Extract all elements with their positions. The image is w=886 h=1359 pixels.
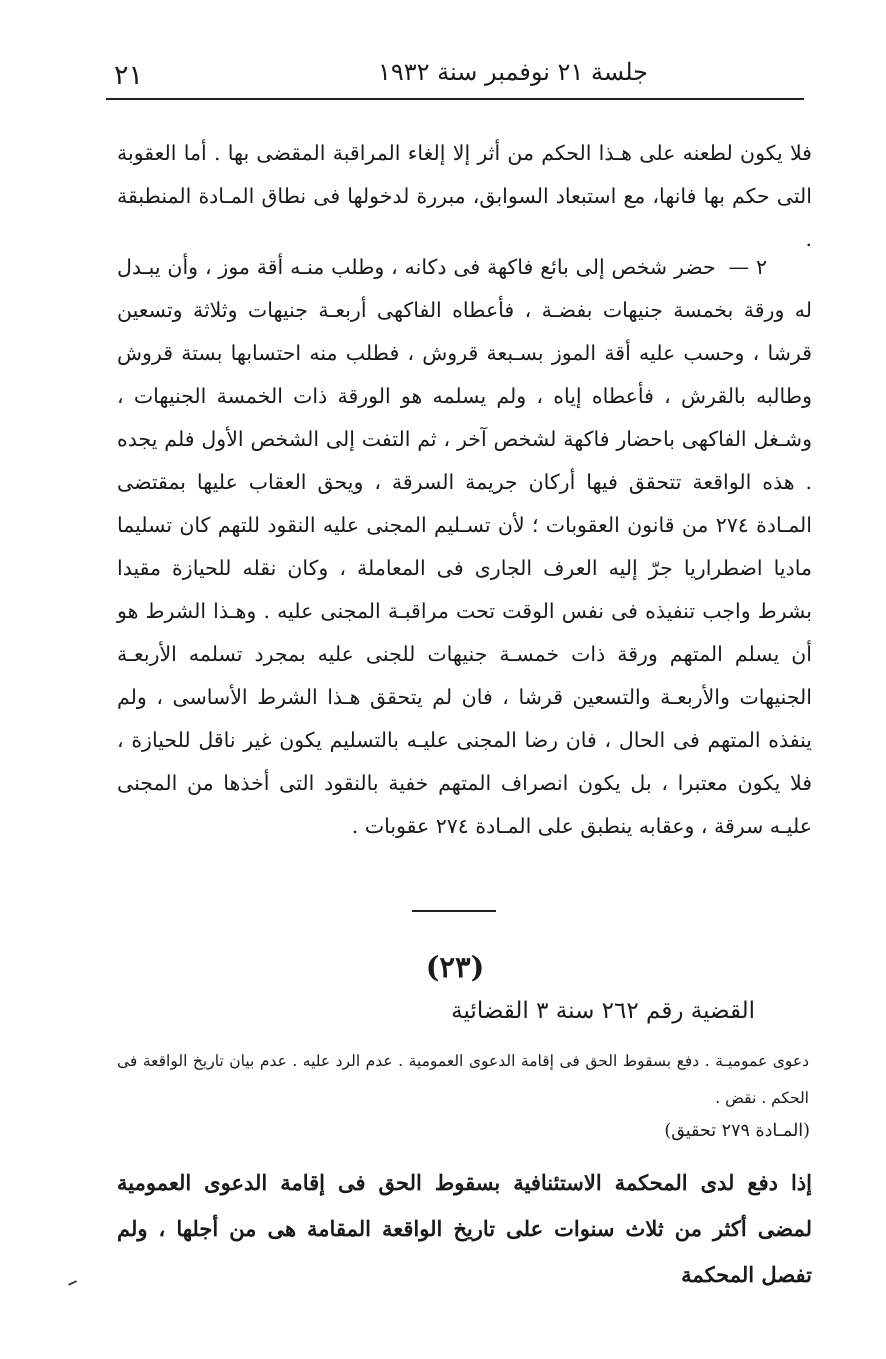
paragraph-2-text: حضر شخص إلى بائع فاكهة فى دكانه ، وطلب منـه أقة موز ، وأن يبـدل له ورقة بخمسة جنيهات بفضـة ، فأعطاه الفاكهى أربعـة جنيهات وثلاثة وتسعين قرشا ، وحسب عليه أقة الموز بسـبعة قروش ، فطلب منه احتسابها بستة قروش وطالبه بالقرش ، فأعطاه إياه ، ولم يسلمه هو الورقة ذات الخمسة الجنيهات ، وشـغل الفاكهى باحضار فاكهة لشخص آخر ، ثم التفت إلى الشخص الأول فلم يجده . هذه الواقعة تتحقق فيها أركان جريمة السرقة ، ويحق العقاب عليها بمقتضى المـادة ٢٧٤ من قانون العقوبات ؛ لأن تسـليم المجنى عليه النقود للتهم كان تسليما ماديا اضطراريا جرّ إليه العرف الجارى فى المعاملة ، وكان نقله للحيازة مقيدا بشرط واجب تنفيذه فى نفس الوقت تحت مراقبـة المجنى عليه . وهـذا الشرط هو أن يسلم المتهم ورقة ذات خمسـة جنيهات للجنى عليه بمجرد تسلمه الأربعـة الجنيهات والأربعـة والتسعين قرشا ، فان لم يتحقق هـذا الشرط الأساسى ، ولم ينفذه المتهم فى الحال ، فان رضا المجنى عليـه بالتسليم يكون غير ناقل للحيازة ، فلا يكون معتبرا ، بل يكون انصراف المتهم خفية بالنقود التى أخذها من المجنى عليـه سرقة ، وعقابه ينطبق على المـادة ٢٧٤ عقوبات . (117, 255, 813, 838)
page-number: ٢١ (114, 60, 144, 91)
paragraph-2-number: ٢ — (728, 255, 767, 279)
section-divider (412, 910, 496, 912)
paragraph-1: فلا يكون لطعنه على هـذا الحكم من أثر إلا إلغاء المراقبة المقضى بها . أما العقوبة التى حكم بها فانها، مع استبعاد السوابق، مبررة لدخولها فى نطاق المـادة المنطبقة . (117, 141, 812, 251)
paragraph-2 (117, 246, 812, 848)
case-keywords: دعوى عموميـة . دفع بسقوط الحق فى إقامة الدعوى العمومية . عدم الرد عليه . عدم بيان تاريخ الواقعة فى الحكم . نقض . (117, 1052, 809, 1107)
running-title: جلسة ٢١ نوفمبر سنة ١٩٣٢ (377, 58, 649, 86)
running-header (108, 58, 798, 94)
case-number: (٢٣) (425, 950, 485, 984)
paragraph-3: إذا دفع لدى المحكمة الاستئنافية بسقوط الحق فى إقامة الدعوى العمومية لمضى أكثر من ثلاث سنوات على تاريخ الواقعة المقامة هى من أجلها ، ولم تفصل المحكمة (117, 1170, 812, 1287)
article-reference: (المـادة ٢٧٩ تحقيق) (664, 1121, 810, 1141)
case-title: القضية رقم ٢٦٢ سنة ٣ القضائية (451, 998, 755, 1024)
header-rule (106, 98, 804, 100)
margin-mark (68, 1280, 77, 1286)
